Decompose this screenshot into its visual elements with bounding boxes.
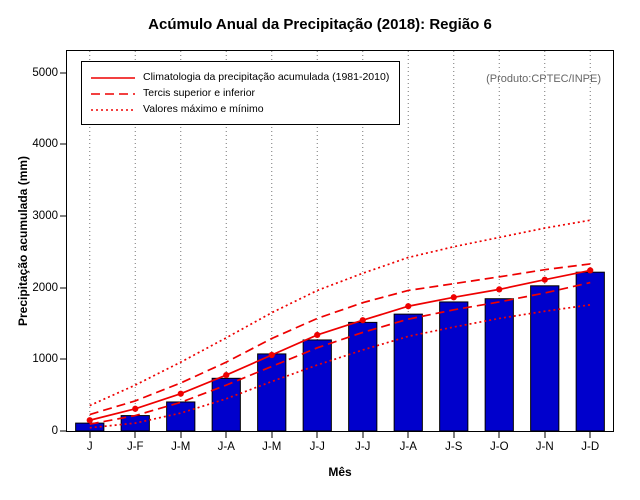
x-tick-label: J-D [581, 441, 600, 453]
x-tick-mark [180, 431, 181, 438]
x-tick-mark [362, 431, 363, 438]
bar [258, 354, 286, 431]
x-axis-label: Mês [328, 465, 352, 479]
series-line [90, 220, 591, 405]
x-tick-mark [317, 431, 318, 438]
chart-legend [81, 61, 400, 125]
bar [394, 314, 422, 431]
data-point [87, 417, 93, 423]
data-point [542, 277, 548, 283]
x-tick-label: J-O [489, 441, 509, 453]
data-point [314, 332, 320, 338]
data-point [132, 406, 138, 412]
legend-label-climatology: Climatologia da precipitação acumulada (1981-2010) [143, 71, 390, 83]
y-tick-mark [60, 359, 67, 360]
x-tick-label: J-J [355, 441, 371, 453]
data-point [587, 267, 593, 273]
series-line [90, 305, 591, 428]
y-tick-mark [60, 144, 67, 145]
bar [303, 340, 331, 431]
legend-item [90, 101, 389, 117]
legend-item [90, 69, 389, 85]
x-tick-mark [226, 431, 227, 438]
data-point [405, 303, 411, 309]
legend-swatch-dashed [90, 87, 136, 99]
y-tick-label: 4000 [32, 138, 58, 151]
x-tick-label: J-J [309, 441, 325, 453]
y-tick-mark [60, 72, 67, 73]
bar [349, 322, 377, 431]
y-axis-label: Precipitação acumulada (mm) [16, 155, 30, 327]
x-tick-label: J-S [445, 441, 463, 453]
series-line [90, 270, 591, 420]
x-tick-mark [135, 431, 136, 438]
y-tick-mark [60, 287, 67, 288]
x-tick-mark [544, 431, 545, 438]
y-tick-label: 2000 [32, 281, 58, 294]
x-tick-label: J-A [217, 441, 235, 453]
y-tick-label: 3000 [32, 209, 58, 222]
x-tick-label: J [86, 441, 93, 453]
y-tick-mark [60, 431, 67, 432]
x-tick-label: J-F [126, 441, 144, 453]
plot-area [16, 50, 614, 479]
bar [440, 302, 468, 431]
x-tick-mark [89, 431, 90, 438]
bar [212, 378, 240, 431]
y-tick-label: 0 [51, 425, 58, 437]
x-tick-label: J-N [535, 441, 554, 453]
x-tick-mark [408, 431, 409, 438]
legend-swatch-solid [90, 71, 136, 83]
data-point [269, 352, 275, 358]
data-point [451, 294, 457, 300]
credit-text: (Produto:CPTEC/INPE) [486, 73, 601, 85]
y-tick-label: 1000 [32, 353, 58, 366]
x-tick-mark [271, 431, 272, 438]
legend-item [90, 85, 389, 101]
bar [167, 402, 195, 431]
x-tick-mark [453, 431, 454, 438]
data-point [178, 391, 184, 397]
legend-label-extremes: Valores máximo e mínimo [143, 103, 264, 115]
x-tick-label: J-M [171, 441, 191, 453]
y-tick-label: 5000 [32, 66, 58, 79]
x-tick-mark [499, 431, 500, 438]
chart-title: Acúmulo Anual da Precipitação (2018): Região 6 [148, 16, 492, 33]
data-point [223, 372, 229, 378]
y-tick-mark [60, 215, 67, 216]
legend-label-terciles: Tercis superior e inferior [143, 87, 256, 99]
x-tick-label: J-M [262, 441, 282, 453]
x-tick-label: J-A [399, 441, 417, 453]
legend-swatch-dotted [90, 103, 136, 115]
bar [531, 286, 559, 431]
data-point [496, 286, 502, 292]
series-line [90, 283, 591, 425]
x-tick-mark [590, 431, 591, 438]
bar [576, 272, 604, 431]
data-point [360, 317, 366, 323]
